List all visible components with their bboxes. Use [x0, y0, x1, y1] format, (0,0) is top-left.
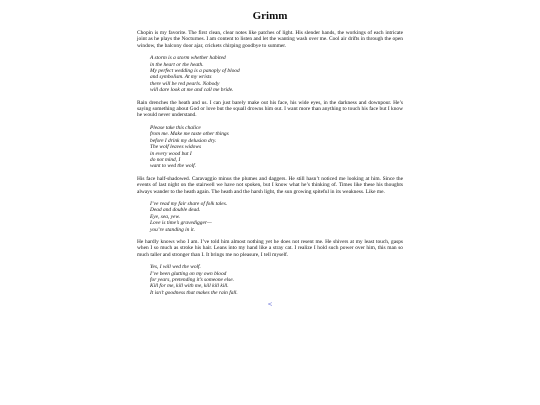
verse-line: Love is time’s gravedigger— [150, 220, 212, 227]
verse-stanza [150, 55, 403, 93]
prose-paragraph: His face half-shadowed. Caravaggio minus the plumes and daggers. He still hasn’t noticed me looking at him. Since the events of last night on the stairwell we have not spoken, but I know what he’s thinking of. Times like these his thoughts always wander to the heath again. The heath and the harsh light, the sun growing spiteful in its weakness. Like me. [137, 175, 403, 195]
verse-line: Eye, sea, yew. [150, 213, 180, 220]
verse-stanza [150, 264, 403, 296]
verse-line: The wolf leaves widows [150, 144, 202, 151]
prev-page-link[interactable]: < [267, 301, 273, 309]
verse-line: It isn’t goodness that makes the rain fall. [150, 289, 238, 296]
verse-line: Kill for me, kill with me, kill kill kill. [150, 283, 229, 290]
verse-line: Dead and double dead. [150, 207, 201, 214]
verse-line: you’re standing in it. [150, 226, 196, 233]
prose-paragraph: He hardly knows who I am. I’ve told him almost nothing yet he does not resent me. He shivers at my least touch, gasps when I so much as stroke his hair. Leans into my hand like a stray cat. I realize I hold such power over him, this man so much taller and stronger than I. It brings me no pleasure, I tell myself. [137, 238, 403, 258]
verse-stanza [150, 125, 403, 170]
verse-line: do not mind, I [150, 156, 181, 163]
verse-line: from me. Make me taste other things [150, 131, 229, 138]
verse-line: there will be red pearls. Nobody [150, 80, 220, 87]
verse-line: will dare look at me and call me bride. [150, 87, 234, 94]
page-title: Grimm [252, 10, 288, 22]
verse-line: My perfect wedding is a panoply of blood [150, 68, 240, 75]
verse-stanza [150, 201, 403, 233]
verse-line: Please take this chalice [150, 124, 201, 131]
verse-line: A storm is a storm whether habited [150, 55, 226, 62]
verse-line: before I drink my delusion dry. [150, 137, 217, 144]
prose-paragraph: Chopin is my favorite. The first clean, clear notes like patches of light. His slender hands, the workings of each intricate joint as he plays the Nocturnes. I am content to listen and let the wanting wash over me. Cool air drifts in through the open window, the balcony door ajar, crickets chirping goodbye to summer. [137, 30, 403, 49]
verse-line: Yes, I will wed the wolf. [150, 264, 201, 271]
prose-paragraph: Rain drenches the heath and us. I can just barely make out his face, his wide eyes, in the darkness and downpour. He’s saying something about God or love but the squall drowns him out. I want more than anything to touch his face but I know he would never understand. [137, 99, 403, 119]
verse-line: I’ve read my fair share of folk tales. [150, 200, 228, 207]
poem-page [137, 10, 403, 309]
verse-line: in every wood but I [150, 150, 192, 157]
verse-line: in the heart or the heath. [150, 61, 204, 68]
verse-line: I’ve been glutting on my own blood [150, 270, 227, 277]
page-navigation [137, 301, 403, 309]
verse-line: and symbolism. At my wrists [150, 74, 212, 81]
verse-line: want to wed the wolf. [150, 163, 196, 170]
verse-line: for years, pretending it’s someone else. [150, 277, 234, 283]
